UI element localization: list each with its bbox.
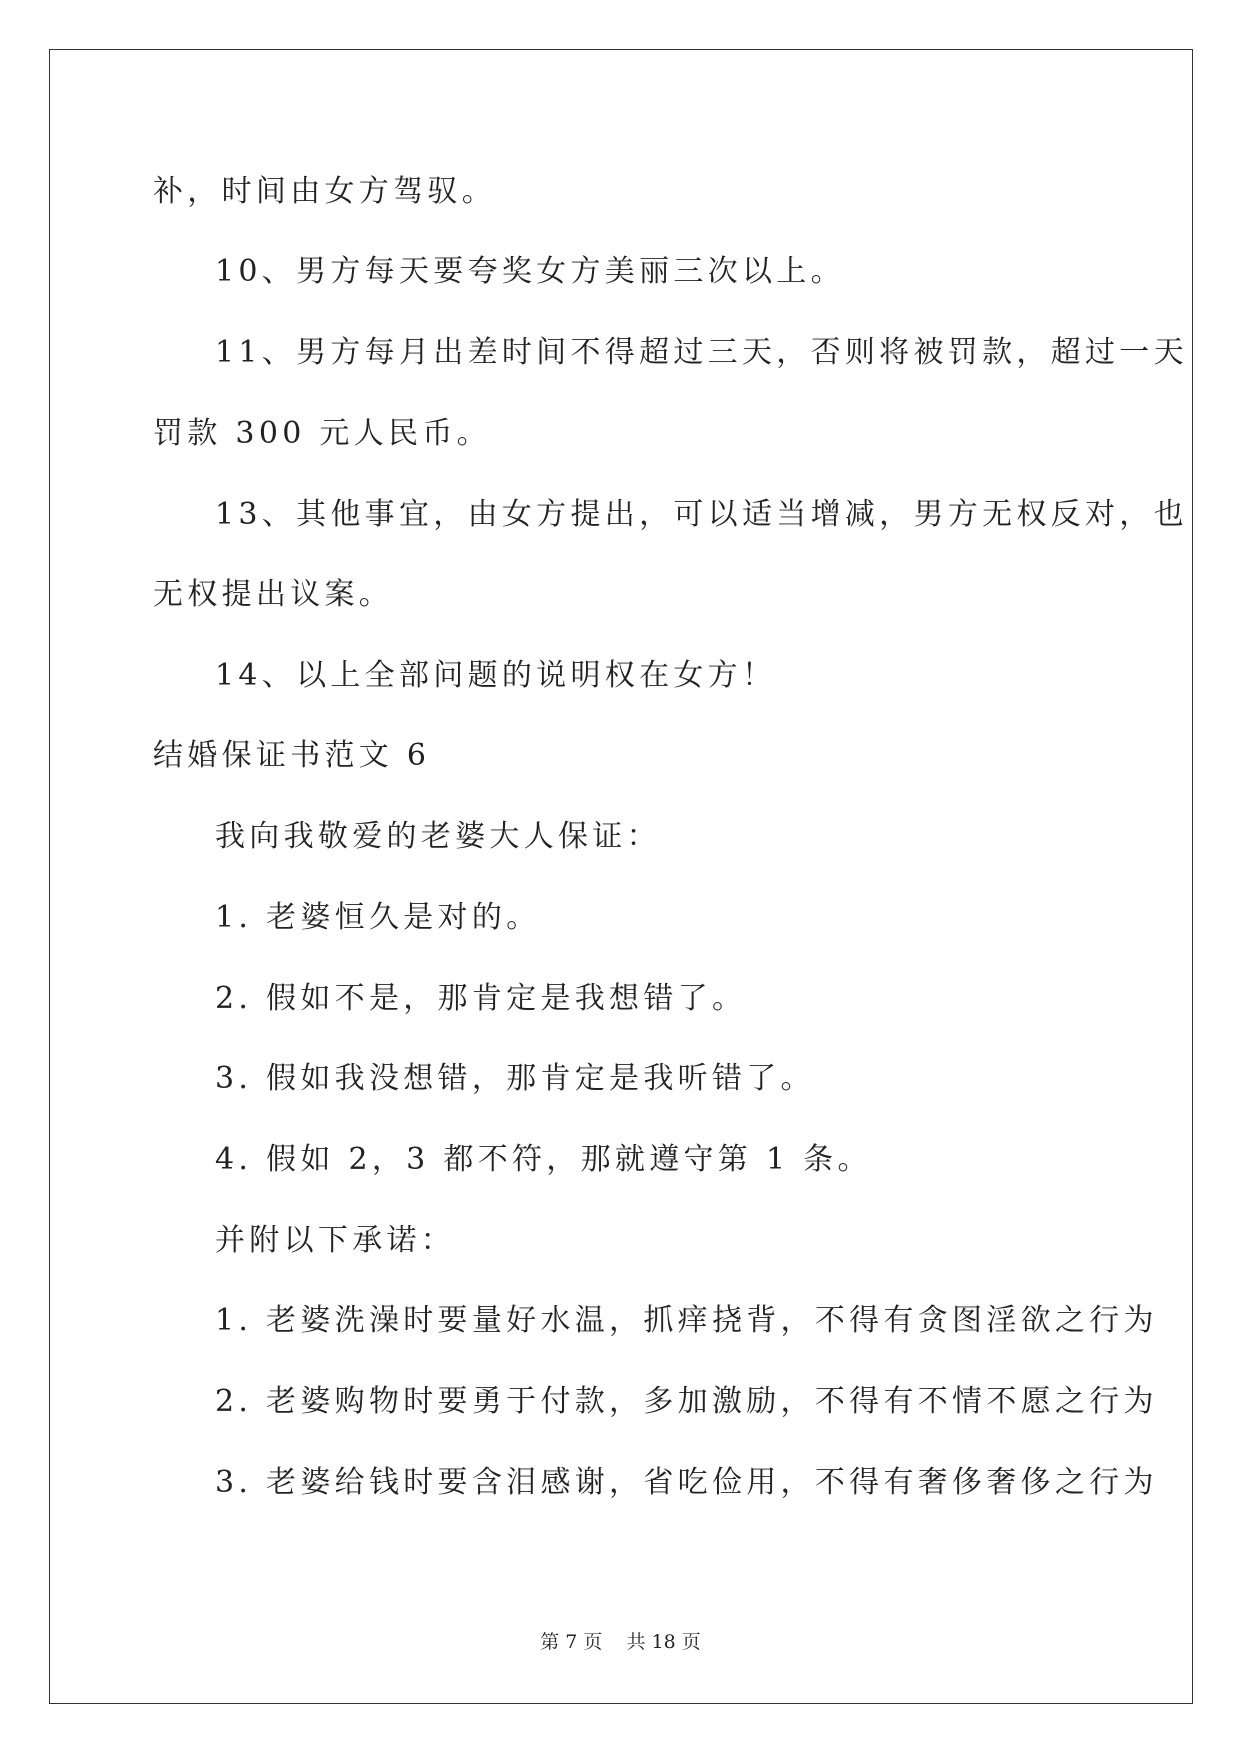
text-line: 14、以上全部问题的说明权在女方！ xyxy=(215,658,777,693)
text-line: 补，时间由女方驾驭。 xyxy=(153,174,496,209)
text-line: 11、男方每月出差时间不得超过三天，否则将被罚款，超过一天 xyxy=(215,335,1188,370)
text-line: 并附以下承诺： xyxy=(215,1223,456,1258)
text-line: 13、其他事宜，由女方提出，可以适当增减，男方无权反对，也 xyxy=(215,497,1188,532)
page-number-current: 第 7 页 xyxy=(540,1631,603,1653)
list-item: 3. 假如我没想错，那肯定是我听错了。 xyxy=(215,1061,815,1096)
list-item: 1. 老婆洗澡时要量好水温，抓痒挠背，不得有贪图淫欲之行为 xyxy=(215,1303,1158,1338)
list-item: 3. 老婆给钱时要含泪感谢，省吃俭用，不得有奢侈奢侈之行为 xyxy=(215,1465,1158,1500)
page-border xyxy=(49,49,1193,1704)
list-item: 2. 老婆购物时要勇于付款，多加激励，不得有不情不愿之行为 xyxy=(215,1384,1158,1419)
text-line: 无权提出议案。 xyxy=(153,577,394,612)
text-line: 10、男方每天要夸奖女方美丽三次以上。 xyxy=(215,254,845,289)
page-number-total: 共 18 页 xyxy=(626,1631,701,1653)
page-footer xyxy=(0,1630,1241,1654)
text-line: 我向我敬爱的老婆大人保证： xyxy=(215,819,661,854)
list-item: 2. 假如不是，那肯定是我想错了。 xyxy=(215,981,747,1016)
section-heading: 结婚保证书范文 6 xyxy=(153,738,431,773)
list-item: 1. 老婆恒久是对的。 xyxy=(215,900,541,935)
text-line: 罚款 300 元人民币。 xyxy=(153,416,491,451)
list-item: 4. 假如 2，3 都不符，那就遵守第 1 条。 xyxy=(215,1142,872,1177)
